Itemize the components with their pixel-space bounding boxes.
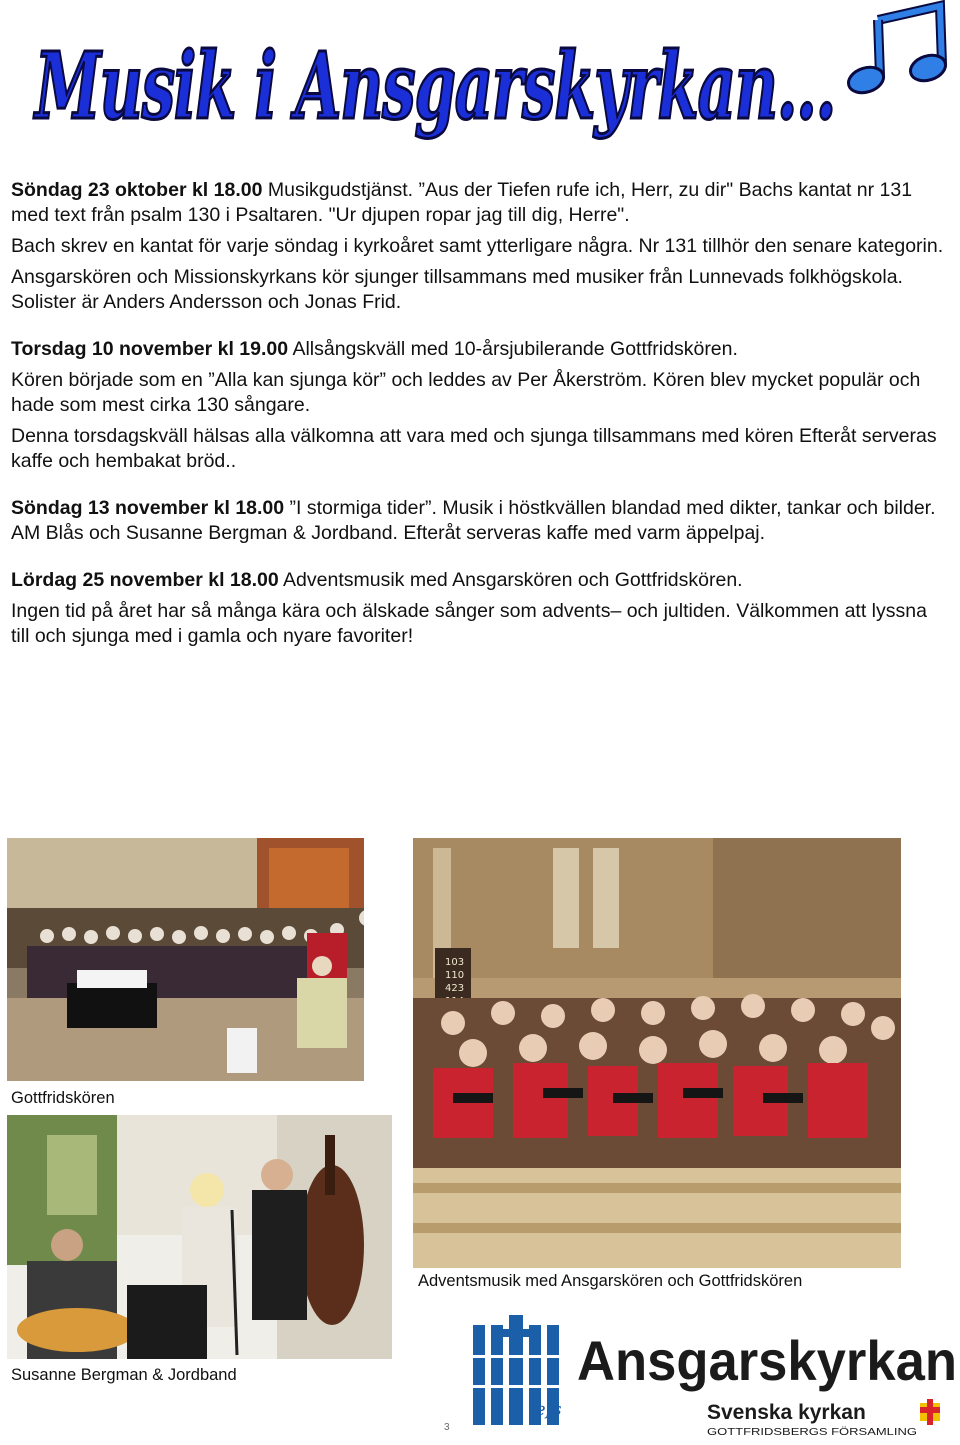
music-note-icon <box>845 6 949 97</box>
logo-church: Svenska kyrkan <box>707 1401 866 1424</box>
event-paragraph <box>11 178 946 228</box>
event-paragraph: Ingen tid på året har så många kära och älskade sånger som advents– och jultiden. Välkommen att lyssna till och sjunga med i gamla och nyare favoriter! <box>11 600 927 647</box>
hymn-number: 110 <box>445 970 465 981</box>
event-2 <box>11 337 946 474</box>
page-title: Musik i Ansgarskyrkan... <box>33 32 835 140</box>
header-title-graphic <box>0 0 960 175</box>
gottfridskoren-caption: Gottfridskören <box>11 1089 115 1107</box>
event-text: Allsångskväll med 10-årsjubilerande Gottfridskören. <box>288 338 738 360</box>
event-paragraph: Bach skrev en kantat för varje söndag i kyrkoåret samt ytterligare några. Nr 131 tillhör den senare kategorin. <box>11 235 944 257</box>
events-list <box>11 178 946 655</box>
jordband-photo <box>7 1115 392 1359</box>
event-date: Söndag 23 oktober kl 18.00 <box>11 179 263 201</box>
adventsmusik-caption: Adventsmusik med Ansgarskören och Gottfridskören <box>418 1272 803 1290</box>
page-header <box>0 0 960 175</box>
event-text: Adventsmusik med Ansgarskören och Gottfridskören. <box>278 569 743 591</box>
event-3 <box>11 496 946 546</box>
logo-parish: GOTTFRIDSBERGS FÖRSAMLING <box>707 1427 869 1438</box>
hymn-number: 423 <box>445 983 465 994</box>
gottfridskoren-photo <box>7 838 364 1081</box>
event-paragraph <box>11 568 946 593</box>
event-text: ”I stormiga tider”. Musik i höstkvällen blandad med dikter, tankar och bilder. AM Blås och Susanne Bergman & Jordband. Efteråt serveras kaffe med varm äppelpaj. <box>11 497 936 544</box>
event-4 <box>11 568 946 649</box>
event-date: Lördag 25 november kl 18.00 <box>11 569 279 591</box>
event-text: Musikgudstjänst. ”Aus der Tiefen rufe ich, Herr, zu dir" Bachs kantat nr 131 med text från psalm 130 i Psaltaren. "Ur djupen ropar jag till dig, Herre". <box>11 179 913 226</box>
event-paragraph: Denna torsdagskväll hälsas alla välkomna att vara med och sjunga tillsammans med kören Efteråt serveras kaffe och hembakat bröd.. <box>11 425 937 472</box>
event-paragraph: Ansgarskören och Missionskyrkans kör sjunger tillsammans med musiker från Lunnevads folkhögskola. Solister är Anders Andersson och Jonas Frid. <box>11 266 903 313</box>
page-number: 3 <box>444 1422 450 1433</box>
hymn-number: 103 <box>445 957 465 968</box>
svenska-kyrkan-emblem-icon <box>920 1399 940 1425</box>
event-paragraph <box>11 496 946 546</box>
efs-logo: efs <box>535 1399 562 1420</box>
adventsmusik-photo <box>413 838 901 1268</box>
logo-name: Ansgarskyrkan <box>577 1329 957 1392</box>
ansgarskyrkan-logo <box>465 1315 960 1440</box>
event-date: Söndag 13 november kl 18.00 <box>11 497 285 519</box>
event-1 <box>11 178 946 315</box>
jordband-caption: Susanne Bergman & Jordband <box>11 1366 237 1384</box>
event-paragraph <box>11 337 946 362</box>
event-date: Torsdag 10 november kl 19.00 <box>11 338 289 360</box>
event-paragraph: Kören började som en ”Alla kan sjunga kör” och leddes av Per Åkerström. Kören blev mycket populär och hade som mest cirka 130 sångare. <box>11 369 921 416</box>
